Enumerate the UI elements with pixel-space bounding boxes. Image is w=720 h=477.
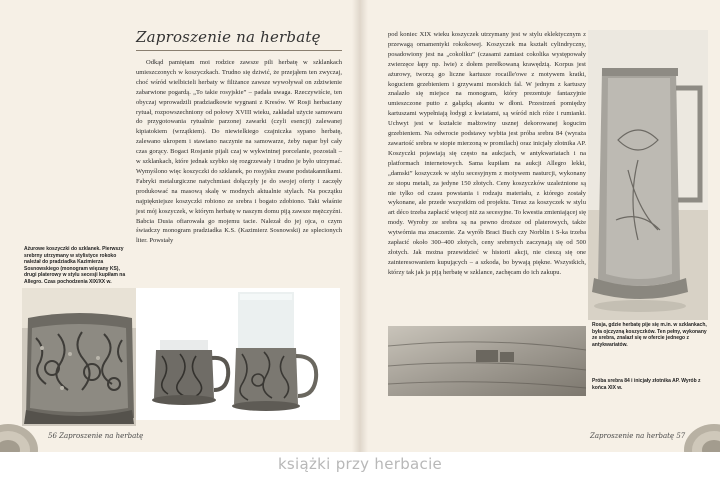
watermark-text: książki przy herbacie bbox=[277, 455, 443, 473]
right-bottom-photo-caption: Próba srebra 84 i inicjały złotnika AP. Wyrób z końca XIX w. bbox=[592, 378, 701, 391]
right-top-photo-caption: Rosja, gdzie herbatę pije się m.in. w szklankach, była ojczyzną koszyczków. Ten pełny, wykonany ze srebra, znalazł się w ofercie jednego z antykwariatów. bbox=[592, 322, 707, 348]
left-paragraph: Odkąd pamiętam moi rodzice zawsze pili herbatę w szklankach umieszczonych w koszyczkach. Trudno się dziwić, że przejąłem ten zwyczaj, choć wśród wielbicieli herbaty w filiżance zawsze wywoływał on zdziwienie zabarwione pogardą. „To takie rosyjskie” – padała uwaga. Rzeczywiście, ten obyczaj wprowadzili pradziadkowie wygnani z Kresów. W Rosji herbaciany rytuał, rozpowszechniony od połowy XVIII wieku, zakładał użycie samowaru do przygotowania rytualnie parzonej zawarki (czyli esencji) zalewanej kipiatokiem (wrzątkiem). Do niewielkiego czajniczka sypano herbatę, zalewano ukropem i stawiano naczynie na samowarze, żeby napar był cały czas gorący. Bogaci Rosjanie pijali czaj w wykwintnej porcelanie, pozostali – w szklankach, które jednak szybko się rozgrzewały i trudno je było utrzymać. Wymyślono więc koszyczki do szklanek, po rosyjsku zwane podstakannikami. Fabryki metalurgiczne natychmiast dołączyły je do swojej oferty i zaczęły produkować na masową skalę w modnych aktualnie stylach. Na początku najpiękniejsze koszyczki robiono ze srebra i bogato zdobiono. Taki właśnie jest mój koszyczek, w którym herbatę w naszym domu piją zawsze mężczyźni. Babcia Dusia ofiarowała go mojemu tacie. Nalezał do jej ojca, o czym świadczy monogram pradziadka K.S. (Kazimierz Sosnowski) ze splecionych liter. Powstały bbox=[136, 59, 342, 245]
corner-ornament-icon bbox=[0, 420, 40, 452]
two-glass-holders-photo bbox=[136, 288, 340, 420]
page-title: Zaproszenie na herbatę bbox=[136, 28, 321, 46]
hallmark-closeup-photo bbox=[388, 326, 586, 396]
left-page bbox=[0, 0, 360, 452]
left-photo-caption: Ażurowe koszyczki do szklanek. Pierwszy srebrny utrzymany w stylistyce rokoko należał do pradziadka Kazimierza Sosnowskiego (monogram więzany KS), drugi platerowy w stylu secesji kupiłam na Allegro. Czas pochodzenia XIX/XX w. bbox=[24, 246, 126, 285]
silver-holder-with-handle-photo bbox=[588, 30, 708, 320]
title-rule bbox=[136, 50, 342, 51]
left-body-text bbox=[136, 58, 342, 246]
left-page-footer: 56 Zaproszenie na herbatę bbox=[48, 432, 144, 440]
right-paragraph: pod koniec XIX wieku koszyczek utrzymany jest w stylu eklektycznym z przewagą ornamentyki rokokowej. Koszyczek ma kształt cylindryczny, posadowiony jest na „cokoliku” (czasami zamiast cokolika występowały zwierzęce łapy np. lwie) z dołem perełkowaną krawędzią. Korpus jest ażurowy, tworzą go liczne kartusze rocaille'owe z motywem kratki, koguciem grzebieniem i grzywami morskich fal. W jednym z kartuszy znalazło się miejsce na monogram, który prezentuje fantazyjnie umieszczone putto z gałązką akantu w dłoni. Przestrzeń pomiędzy kartuszami wypełniają łodygi z kwiatami, są wśród nich róże i rumianki. Uchwyt jest w kształcie małżowiny usznej dekorowanej kogucim grzebieniem. Na odwrocie podstawy wybita jest próba srebra 84 (wyraża zawartość srebra w stopie mierzoną w promilach) oraz inicjały złotnika AP. Koszyczki pojawiają się często na aukcjach, w antykwariatach i na platformach internetowych. Sama kupiłam na aukcji Allegro lekki, „damski” koszyczek w stylu secesyjnym z motywem nasturcji, wykonany ze stopu metali, za jedyne 150 złotych. Ceny koszyczków uzależnione są nie tylko od czasu powstania i rodzaju materiału, z którego zostały wykonane, ale przede wszystkim od projektu. Teraz za koszyczek w stylu art déco trzeba zapłacić więcej niż za secesyjne. To kwestia zmieniającej się mody. Wyroby ze srebra są na pewno droższe od platerowych, także wytwórnia ma znaczenie. Za wyrób Braci Buch czy Norblin i S-ka trzeba zapłacić około 300–400 złotych, ceny srebrnych zaczynają się od 500 złotych. Jak można przewidzieć w historii akcji, nie cieszą się one zainteresowaniem kupujących – a szkoda, bo bywają piękne. Wszystkich, którzy tak jak ja piją herbatę w szklance, zachęcam do ich zakupu. bbox=[388, 31, 586, 276]
right-page-footer: Zaproszenie na herbatę 57 bbox=[590, 432, 686, 440]
corner-ornament-icon bbox=[680, 420, 720, 452]
right-body-text bbox=[388, 30, 586, 278]
silver-holder-closeup-photo bbox=[22, 288, 136, 426]
